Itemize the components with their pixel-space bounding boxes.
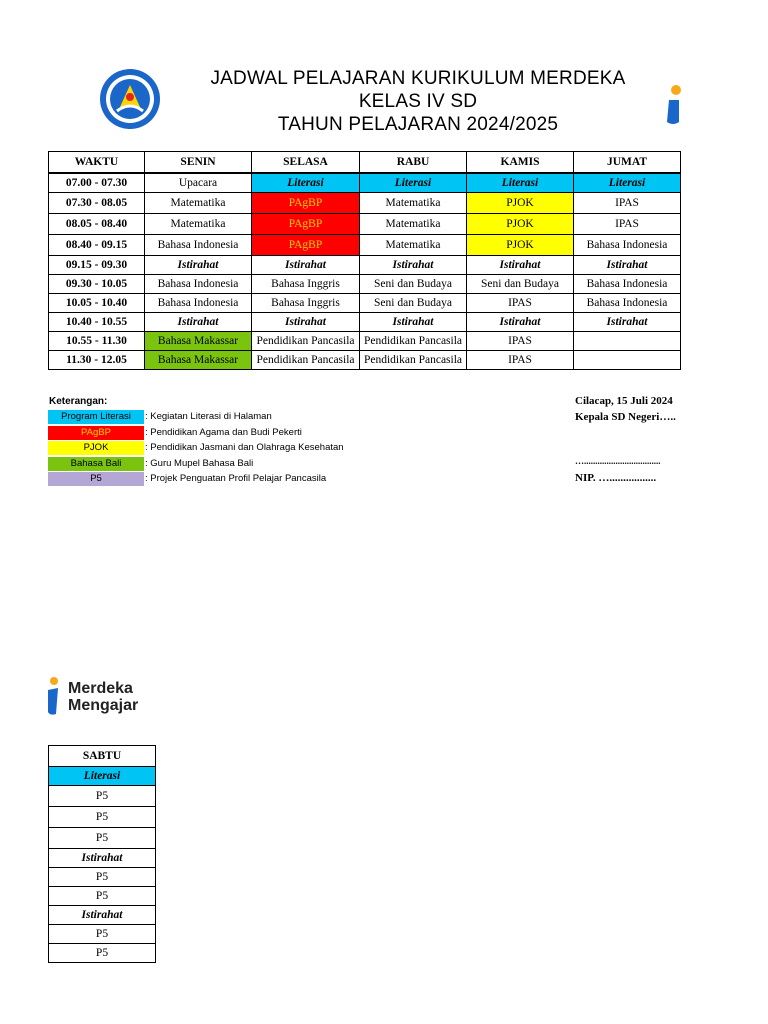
- legend-swatch-bahasa-bali: Bahasa Bali: [48, 457, 144, 471]
- signature-nip: NIP. ….................: [575, 472, 657, 484]
- schedule-cell: Istirahat: [360, 256, 467, 275]
- schedule-cell: Matematika: [360, 214, 467, 235]
- table-row: [49, 351, 681, 370]
- saturday-cell: P5: [49, 887, 156, 906]
- table-row: [49, 256, 681, 275]
- brand-line-2: Mengajar: [68, 697, 139, 714]
- schedule-cell: Seni dan Budaya: [467, 275, 574, 294]
- schedule-cell: Bahasa Makassar: [145, 332, 252, 351]
- schedule-cell: IPAS: [467, 332, 574, 351]
- table-row: [49, 767, 156, 786]
- legend-desc-pagbp: : Pendidikan Agama dan Budi Pekerti: [145, 427, 302, 438]
- saturday-header-row: [49, 746, 156, 767]
- header-rabu: RABU: [360, 152, 467, 174]
- schedule-cell: Bahasa Indonesia: [145, 294, 252, 313]
- title-line-1: JADWAL PELAJARAN KURIKULUM MERDEKA: [210, 68, 626, 89]
- header-waktu: WAKTU: [49, 152, 145, 174]
- table-row: [49, 173, 681, 193]
- schedule-cell: Upacara: [145, 173, 252, 193]
- schedule-cell: IPAS: [467, 294, 574, 313]
- schedule-cell: Seni dan Budaya: [360, 275, 467, 294]
- schedule-cell: Istirahat: [360, 313, 467, 332]
- table-row: [49, 925, 156, 944]
- table-row: [49, 906, 156, 925]
- schedule-cell: Matematika: [145, 193, 252, 214]
- schedule-cell: [574, 332, 681, 351]
- saturday-table: [48, 745, 156, 963]
- title-line-2: KELAS IV SD: [358, 91, 478, 112]
- legend-swatch-pjok: PJOK: [48, 441, 144, 455]
- schedule-cell: Istirahat: [145, 256, 252, 275]
- table-row: [49, 786, 156, 807]
- legend-desc-p5: : Projek Penguatan Profil Pelajar Pancasila: [145, 473, 327, 484]
- schedule-cell: Bahasa Indonesia: [574, 294, 681, 313]
- header-kamis: KAMIS: [467, 152, 574, 174]
- tut-wuri-handayani-logo: [97, 67, 163, 131]
- signature-name-line: …..................................: [575, 456, 661, 466]
- schedule-cell: Istirahat: [467, 313, 574, 332]
- time-cell: 11.30 - 12.05: [49, 351, 145, 370]
- schedule-cell: Literasi: [574, 173, 681, 193]
- schedule-cell: PJOK: [467, 235, 574, 256]
- time-cell: 08.05 - 08.40: [49, 214, 145, 235]
- saturday-cell: Istirahat: [49, 849, 156, 868]
- table-row: [49, 193, 681, 214]
- schedule-cell: Istirahat: [574, 256, 681, 275]
- table-row: [49, 807, 156, 828]
- schedule-cell: Istirahat: [467, 256, 574, 275]
- schedule-cell: PAgBP: [252, 193, 360, 214]
- schedule-cell: Pendidikan Pancasila: [360, 332, 467, 351]
- saturday-cell: Literasi: [49, 767, 156, 786]
- schedule-cell: Literasi: [467, 173, 574, 193]
- schedule-cell: Bahasa Inggris: [252, 294, 360, 313]
- table-row: [49, 294, 681, 313]
- time-cell: 09.30 - 10.05: [49, 275, 145, 294]
- schedule-cell: PAgBP: [252, 214, 360, 235]
- header-sabtu: SABTU: [49, 746, 156, 767]
- saturday-cell: P5: [49, 868, 156, 887]
- saturday-cell: P5: [49, 786, 156, 807]
- schedule-cell: Matematika: [360, 193, 467, 214]
- time-cell: 07.30 - 08.05: [49, 193, 145, 214]
- schedule-cell: Pendidikan Pancasila: [252, 351, 360, 370]
- merdeka-mengajar-logo: [46, 672, 158, 718]
- schedule-cell: Bahasa Indonesia: [145, 275, 252, 294]
- legend-desc-literasi: : Kegiatan Literasi di Halaman: [145, 411, 272, 422]
- table-row: [49, 828, 156, 849]
- table-row: [49, 235, 681, 256]
- merdeka-mengajar-mark-icon: [46, 676, 60, 716]
- table-row: [49, 275, 681, 294]
- saturday-cell: P5: [49, 807, 156, 828]
- time-cell: 10.40 - 10.55: [49, 313, 145, 332]
- legend-swatch-pagbp: PAgBP: [48, 426, 144, 440]
- time-cell: 10.55 - 11.30: [49, 332, 145, 351]
- time-cell: 09.15 - 09.30: [49, 256, 145, 275]
- schedule-cell: Istirahat: [145, 313, 252, 332]
- schedule-table: [48, 151, 681, 370]
- time-cell: 10.05 - 10.40: [49, 294, 145, 313]
- table-row: [49, 868, 156, 887]
- time-cell: 07.00 - 07.30: [49, 173, 145, 193]
- schedule-cell: PJOK: [467, 193, 574, 214]
- saturday-cell: Istirahat: [49, 906, 156, 925]
- schedule-cell: Istirahat: [252, 313, 360, 332]
- table-row: [49, 332, 681, 351]
- legend-desc-pjok: : Pendidikan Jasmani dan Olahraga Kesehatan: [145, 442, 344, 453]
- table-row: [49, 944, 156, 963]
- header-senin: SENIN: [145, 152, 252, 174]
- schedule-cell: PAgBP: [252, 235, 360, 256]
- schedule-cell: Bahasa Indonesia: [574, 235, 681, 256]
- schedule-cell: Matematika: [145, 214, 252, 235]
- saturday-cell: P5: [49, 944, 156, 963]
- title-line-3: TAHUN PELAJARAN 2024/2025: [277, 114, 559, 135]
- schedule-header-row: [49, 152, 681, 174]
- time-cell: 08.40 - 09.15: [49, 235, 145, 256]
- schedule-cell: [574, 351, 681, 370]
- header-selasa: SELASA: [252, 152, 360, 174]
- table-row: [49, 887, 156, 906]
- schedule-cell: Bahasa Inggris: [252, 275, 360, 294]
- schedule-cell: Pendidikan Pancasila: [360, 351, 467, 370]
- table-row: [49, 313, 681, 332]
- schedule-cell: Bahasa Indonesia: [574, 275, 681, 294]
- schedule-cell: IPAS: [574, 214, 681, 235]
- schedule-cell: Bahasa Makassar: [145, 351, 252, 370]
- saturday-cell: P5: [49, 828, 156, 849]
- merdeka-mengajar-mark-icon: [663, 84, 683, 126]
- schedule-cell: Seni dan Budaya: [360, 294, 467, 313]
- legend-swatch-literasi: Program Literasi: [48, 410, 144, 424]
- schedule-cell: Pendidikan Pancasila: [252, 332, 360, 351]
- legend-title: Keterangan:: [49, 396, 108, 407]
- schedule-cell: IPAS: [574, 193, 681, 214]
- signature-place-date: Cilacap, 15 Juli 2024: [575, 395, 673, 407]
- schedule-cell: Literasi: [252, 173, 360, 193]
- table-row: [49, 214, 681, 235]
- schedule-cell: Istirahat: [252, 256, 360, 275]
- schedule-cell: Matematika: [360, 235, 467, 256]
- brand-line-1: Merdeka: [68, 680, 133, 697]
- schedule-cell: Bahasa Indonesia: [145, 235, 252, 256]
- schedule-cell: Literasi: [360, 173, 467, 193]
- header-jumat: JUMAT: [574, 152, 681, 174]
- schedule-cell: PJOK: [467, 214, 574, 235]
- legend-desc-bahasa-bali: : Guru Mupel Bahasa Bali: [145, 458, 254, 469]
- schedule-cell: Istirahat: [574, 313, 681, 332]
- saturday-cell: P5: [49, 925, 156, 944]
- schedule-cell: IPAS: [467, 351, 574, 370]
- table-row: [49, 849, 156, 868]
- legend-swatch-p5: P5: [48, 472, 144, 486]
- signature-position: Kepala SD Negeri…..: [575, 411, 676, 423]
